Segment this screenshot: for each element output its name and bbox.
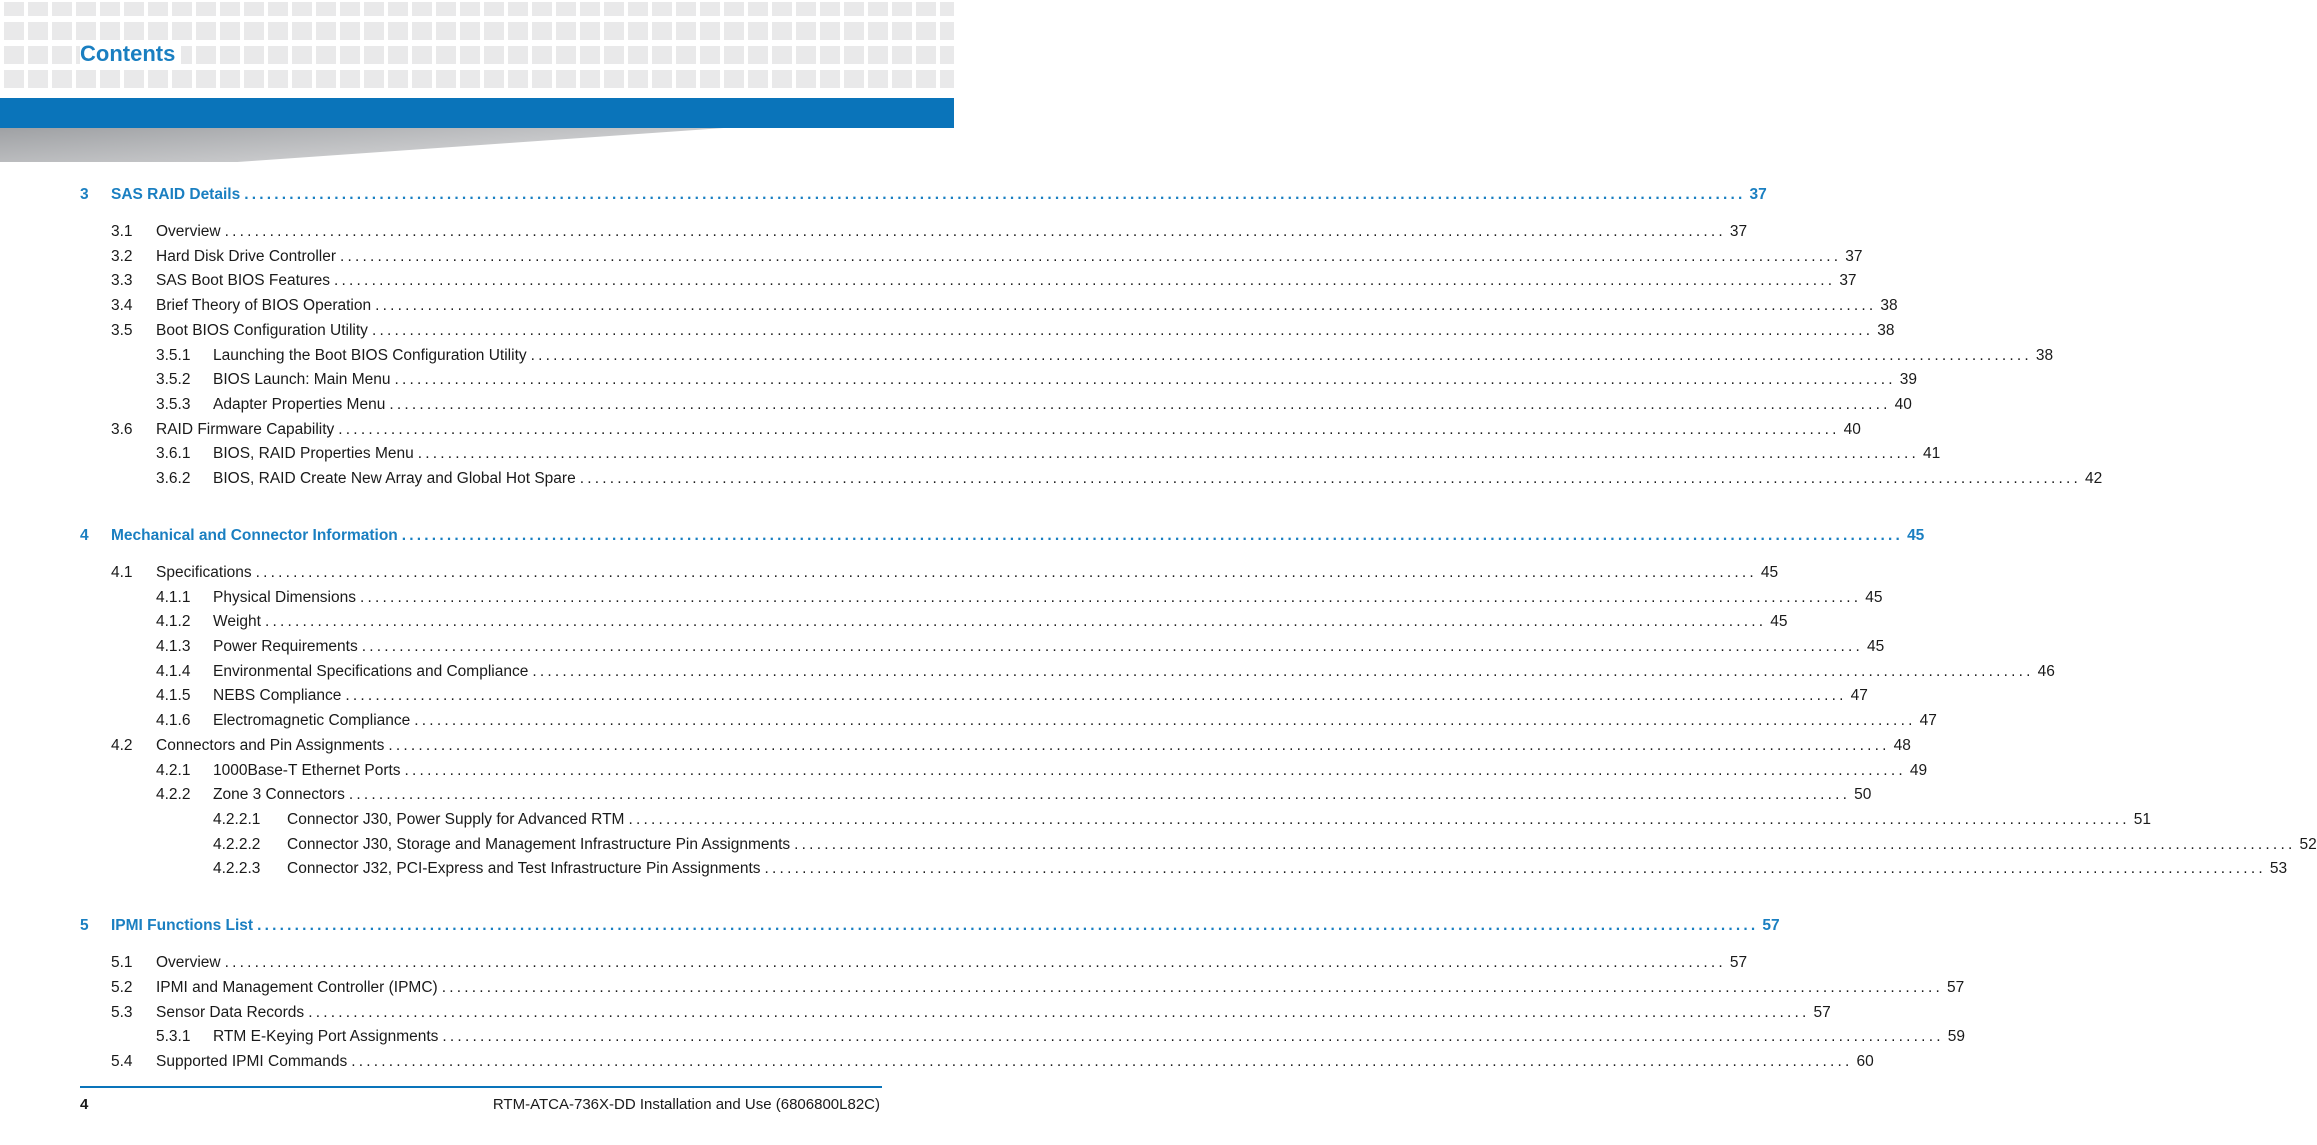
toc-entry-page: 47 — [1919, 712, 1937, 729]
toc-entry-title: Overview — [156, 223, 221, 240]
toc-entry[interactable] — [80, 834, 2317, 856]
toc-entry-number: 4.1.2 — [156, 613, 191, 630]
toc-leader-dots: ........................................................................................................................................................................................................ — [348, 786, 1851, 803]
toc-entry[interactable] — [80, 184, 1767, 206]
toc-entry-number: 3.5 — [111, 322, 133, 339]
toc-entry-title: Connector J32, PCI-Express and Test Infrastructure Pin Assignments — [287, 860, 761, 877]
toc-entry[interactable] — [80, 587, 1883, 609]
toc-entry-title: Hard Disk Drive Controller — [156, 248, 337, 265]
toc-entry-page: 42 — [2084, 470, 2103, 487]
toc-entry[interactable] — [80, 858, 2288, 880]
toc-entry-page: 37 — [1729, 223, 1748, 240]
toc-entry[interactable] — [80, 952, 1748, 974]
toc-entry-page: 45 — [1865, 589, 1883, 606]
toc-entry[interactable] — [80, 246, 1863, 268]
toc-entry-title: Connector J30, Storage and Management Infrastructure Pin Assignments — [287, 836, 791, 853]
toc-entry-number: 4.2.2 — [156, 786, 191, 803]
toc-entry-number: 5.1 — [111, 954, 133, 971]
toc-entry-number: 3 — [80, 186, 89, 203]
toc-entry-number: 4.1 — [111, 564, 133, 581]
toc-entry-title: BIOS Launch: Main Menu — [213, 371, 391, 388]
toc-entry-page: 59 — [1947, 1028, 1965, 1045]
toc-entry-page: 37 — [1749, 186, 1767, 203]
toc-entry[interactable] — [80, 1026, 1965, 1048]
toc-entry-title: SAS Boot BIOS Features — [156, 272, 331, 289]
toc-entry-number: 3.6.1 — [156, 445, 191, 462]
toc-entry-number: 3.3 — [111, 272, 133, 289]
toc-entry-title: IPMI Functions List — [111, 917, 254, 934]
toc-entry-page: 57 — [1729, 954, 1748, 971]
toc-entry[interactable] — [80, 685, 1868, 707]
toc-entry-number: 4.1.1 — [156, 589, 191, 606]
toc-leader-dots: ........................................................................................................................................................................................................ — [255, 564, 1757, 581]
toc-entry-page: 53 — [2269, 860, 2288, 877]
toc-entry-title: Boot BIOS Configuration Utility — [156, 322, 368, 339]
toc-entry[interactable] — [80, 710, 1937, 732]
toc-entry-number: 4.1.3 — [156, 638, 191, 655]
toc-leader-dots: ........................................................................................................................................................................................................ — [389, 396, 1891, 413]
toc-entry-page: 40 — [1843, 421, 1861, 438]
toc-leader-dots: ........................................................................................................................................................................................................ — [442, 1028, 1944, 1045]
toc-entry-number: 5.2 — [111, 979, 133, 996]
toc-leader-dots: ........................................................................................................................................................................................................ — [414, 712, 1916, 729]
toc-leader-dots: ........................................................................................................................................................................................................ — [264, 613, 1767, 630]
toc-entry-number: 4.1.5 — [156, 687, 191, 704]
toc-entry-page: 52 — [2299, 836, 2317, 853]
toc-entry[interactable] — [80, 443, 1941, 465]
toc-entry[interactable] — [80, 760, 1928, 782]
toc-entry-page: 41 — [1923, 445, 1941, 462]
toc-entry-title: BIOS, RAID Create New Array and Global Hot Spare — [213, 470, 576, 487]
toc-entry[interactable] — [80, 221, 1748, 243]
toc-entry-title: Zone 3 Connectors — [213, 786, 345, 803]
toc-entry-page: 50 — [1854, 786, 1872, 803]
header-grey-band — [0, 128, 954, 162]
toc-leader-dots: ........................................................................................................................................................................................................ — [441, 979, 1943, 996]
toc-entry-number: 3.5.2 — [156, 371, 191, 388]
toc-leader-dots: ........................................................................................................................................................................................................ — [388, 737, 1890, 754]
toc-entry[interactable] — [80, 468, 2103, 490]
toc-leader-dots: ........................................................................................................................................................................................................ — [244, 186, 1746, 203]
toc-leader-dots: ........................................................................................................................................................................................................ — [794, 836, 2296, 853]
toc-entry-title: RTM E-Keying Port Assignments — [213, 1028, 439, 1045]
toc-entry-title: SAS RAID Details — [111, 186, 241, 203]
toc-entry-page: 46 — [2037, 663, 2055, 680]
toc-leader-dots: ........................................................................................................................................................................................................ — [401, 527, 1904, 544]
toc-entry-title: Specifications — [156, 564, 252, 581]
toc-entry[interactable] — [80, 394, 1912, 416]
toc-entry[interactable] — [80, 611, 1788, 633]
header-blue-bar — [0, 98, 954, 128]
toc-entry-page: 49 — [1909, 762, 1928, 779]
toc-leader-dots: ........................................................................................................................................................................................................ — [579, 470, 2081, 487]
toc-entry-number: 3.6 — [111, 421, 133, 438]
toc-leader-dots: ........................................................................................................................................................................................................ — [334, 272, 1836, 289]
toc-entry-title: Overview — [156, 954, 221, 971]
toc-entry-title: NEBS Compliance — [213, 687, 342, 704]
toc-entry-number: 4.2.1 — [156, 762, 191, 779]
toc-leader-dots: ........................................................................................................................................................................................................ — [308, 1004, 1810, 1021]
toc-entry-page: 45 — [1770, 613, 1788, 630]
toc-entry-title: Launching the Boot BIOS Configuration Utility — [213, 347, 527, 364]
toc-leader-dots: ........................................................................................................................................................................................................ — [532, 663, 2034, 680]
toc-entry-number: 5 — [80, 917, 89, 934]
toc-leader-dots: ........................................................................................................................................................................................................ — [417, 445, 1919, 462]
toc-entry-title: Adapter Properties Menu — [213, 396, 386, 413]
toc-entry[interactable] — [80, 270, 1857, 292]
footer-page-number: 4 — [80, 1096, 89, 1113]
toc-leader-dots: ........................................................................................................................................................................................................ — [224, 954, 1726, 971]
toc-entry-number: 3.5.1 — [156, 347, 191, 364]
toc-entry[interactable] — [80, 977, 1965, 999]
toc-entry-number: 3.5.3 — [156, 396, 191, 413]
toc-entry-number: 3.6.2 — [156, 470, 191, 487]
toc-entry-number: 3.2 — [111, 248, 133, 265]
toc-leader-dots: ........................................................................................................................................................................................................ — [361, 638, 1864, 655]
toc-entry-page: 38 — [1877, 322, 1895, 339]
toc-entry-number: 5.3 — [111, 1004, 133, 1021]
toc-entry-title: Electromagnetic Compliance — [213, 712, 411, 729]
toc-leader-dots: ........................................................................................................................................................................................................ — [257, 917, 1759, 934]
toc-entry[interactable] — [80, 1002, 1831, 1024]
toc-entry-title: Mechanical and Connector Information — [111, 527, 398, 544]
toc-entry[interactable] — [80, 345, 2054, 367]
toc-leader-dots: ........................................................................................................................................................................................................ — [394, 371, 1896, 388]
toc-entry[interactable] — [80, 809, 2151, 831]
toc-entry-title: Power Requirements — [213, 638, 358, 655]
toc-leader-dots: ........................................................................................................................................................................................................ — [338, 421, 1840, 438]
toc-entry-title: BIOS, RAID Properties Menu — [213, 445, 414, 462]
toc-leader-dots: ........................................................................................................................................................................................................ — [351, 1053, 1853, 1070]
toc-entry-number: 4.1.6 — [156, 712, 191, 729]
toc-entry[interactable] — [80, 735, 1911, 757]
toc-entry-page: 37 — [1839, 272, 1857, 289]
toc-entry-title: Connectors and Pin Assignments — [156, 737, 385, 754]
toc-leader-dots: ........................................................................................................................................................................................................ — [224, 223, 1726, 240]
toc-leader-dots: ........................................................................................................................................................................................................ — [371, 322, 1874, 339]
toc-entry-page: 45 — [1867, 638, 1885, 655]
toc-entry-title: RAID Firmware Capability — [156, 421, 335, 438]
toc-entry-page: 40 — [1894, 396, 1912, 413]
toc-entry-title: Physical Dimensions — [213, 589, 356, 606]
toc-entry-page: 45 — [1760, 564, 1779, 581]
toc-entry[interactable] — [80, 419, 1861, 441]
toc-entry-title: Sensor Data Records — [156, 1004, 305, 1021]
toc-leader-dots: ........................................................................................................................................................................................................ — [360, 589, 1862, 606]
toc-entry-title: Weight — [213, 613, 261, 630]
toc-entry-page: 38 — [2035, 347, 2054, 364]
toc-entry-number: 4.2.2.3 — [213, 860, 261, 877]
toc-entry-page: 57 — [1813, 1004, 1831, 1021]
toc-entry-number: 4 — [80, 527, 89, 544]
toc-entry[interactable] — [80, 784, 1872, 806]
toc-entry[interactable] — [80, 1051, 1874, 1073]
toc-entry[interactable] — [80, 525, 1925, 547]
toc-entry-page: 47 — [1850, 687, 1868, 704]
toc-entry[interactable] — [80, 636, 1885, 658]
toc-entry-title: 1000Base-T Ethernet Ports — [213, 762, 401, 779]
toc-entry-number: 4.2 — [111, 737, 133, 754]
toc-entry[interactable] — [80, 562, 1779, 584]
toc-entry-page: 45 — [1907, 527, 1925, 544]
toc-entry[interactable] — [80, 295, 1898, 317]
toc-entry-number: 5.4 — [111, 1053, 133, 1070]
toc-entry-number: 3.1 — [111, 223, 133, 240]
toc-entry-page: 37 — [1845, 248, 1863, 265]
toc-entry-number: 4.2.2.2 — [213, 836, 261, 853]
toc-entry-number: 3.4 — [111, 297, 133, 314]
toc-entry-number: 5.3.1 — [156, 1028, 191, 1045]
toc-leader-dots: ........................................................................................................................................................................................................ — [404, 762, 1906, 779]
toc-entry-page: 39 — [1899, 371, 1918, 388]
toc-entry[interactable] — [80, 915, 1780, 937]
toc-entry-title: Supported IPMI Commands — [156, 1053, 348, 1070]
footer-document-title: RTM-ATCA-736X-DD Installation and Use (6806800L82C) — [492, 1096, 880, 1113]
toc-entry-title: IPMI and Management Controller (IPMC) — [156, 979, 438, 996]
toc-entry-title: Connector J30, Power Supply for Advanced RTM — [287, 811, 625, 828]
page-title: Contents — [80, 40, 181, 68]
toc-leader-dots: ........................................................................................................................................................................................................ — [345, 687, 1847, 704]
toc-entry[interactable] — [80, 661, 2055, 683]
toc-entry-page: 60 — [1856, 1053, 1874, 1070]
toc-leader-dots: ........................................................................................................................................................................................................ — [340, 248, 1842, 265]
toc-leader-dots: ........................................................................................................................................................................................................ — [764, 860, 2266, 877]
footer-rule — [80, 1086, 882, 1088]
toc-entry-title: Brief Theory of BIOS Operation — [156, 297, 372, 314]
toc-entry[interactable] — [80, 320, 1895, 342]
toc-entry-page: 57 — [1946, 979, 1965, 996]
toc-leader-dots: ........................................................................................................................................................................................................ — [530, 347, 2032, 364]
toc-entry-page: 57 — [1762, 917, 1780, 934]
toc-entry-number: 4.1.4 — [156, 663, 191, 680]
toc-leader-dots: ........................................................................................................................................................................................................ — [628, 811, 2130, 828]
toc-leader-dots: ........................................................................................................................................................................................................ — [375, 297, 1877, 314]
toc-entry-page: 51 — [2133, 811, 2151, 828]
toc-entry-number: 4.2.2.1 — [213, 811, 261, 828]
toc-entry-page: 48 — [1893, 737, 1911, 754]
toc-entry-title: Environmental Specifications and Compliance — [213, 663, 529, 680]
toc-entry[interactable] — [80, 369, 1918, 391]
toc-entry-page: 38 — [1880, 297, 1898, 314]
